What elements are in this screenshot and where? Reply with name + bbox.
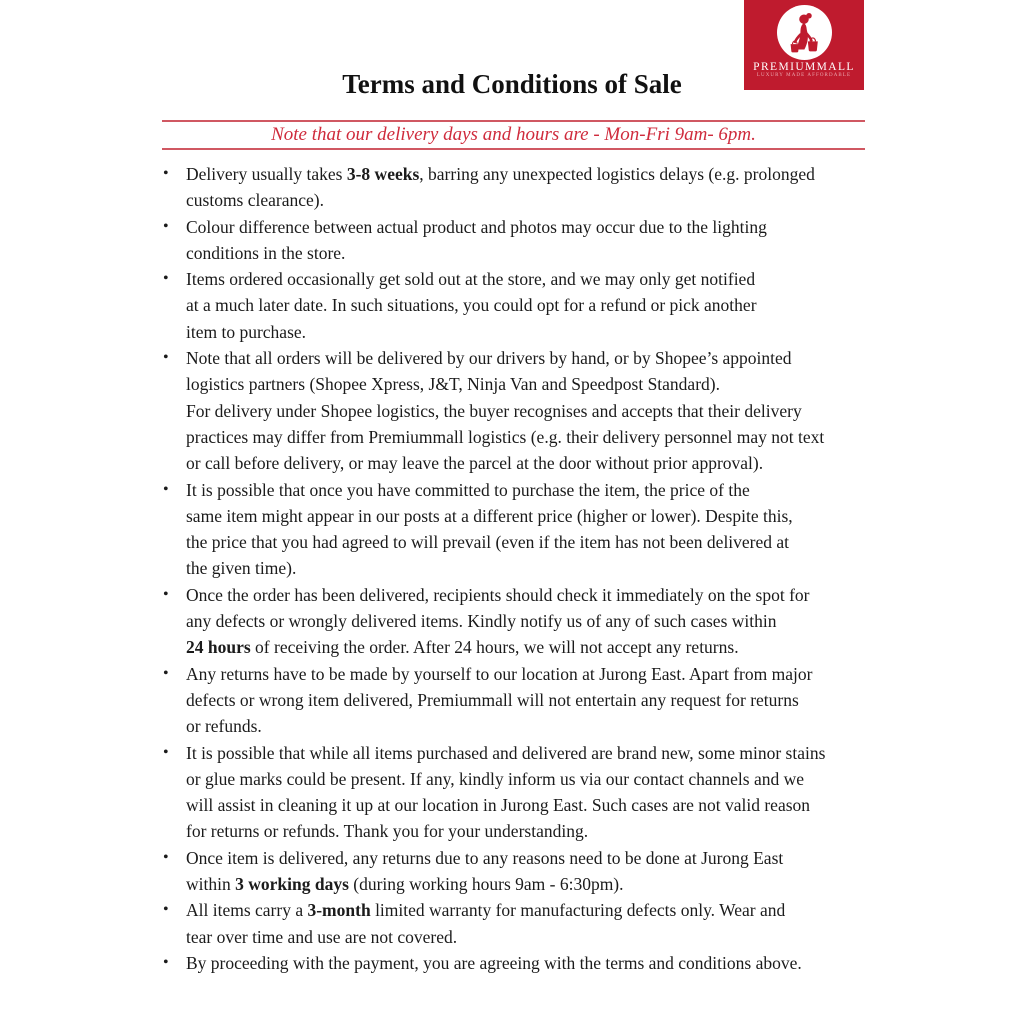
bullet-marker: • — [163, 743, 169, 761]
term-item — [162, 845, 868, 898]
term-item — [162, 897, 868, 950]
terms-list — [162, 161, 868, 976]
term-text: All items carry a 3-month limited warranty for manufacturing defects only. Wear and tear over time and use are not covered. — [186, 900, 786, 947]
bullet-marker: • — [163, 217, 169, 235]
term-item — [162, 582, 868, 661]
delivery-note-band — [162, 120, 865, 150]
term-text: It is possible that once you have committed to purchase the item, the price of the same item might appear in our posts at a different price (higher or lower). Despite this, the price that you had agreed to will prevail (even if the item has not been delivered at the given time). — [186, 479, 793, 579]
term-text: Colour difference between actual product and photos may occur due to the lighting conditions in the store. — [186, 216, 767, 263]
term-text: Any returns have to be made by yourself to our location at Jurong East. Apart from major defects or wrong item delivered, Premiummall will not entertain any request for returns or refunds. — [186, 663, 813, 737]
term-item — [162, 661, 868, 740]
term-text: Delivery usually takes 3-8 weeks, barring any unexpected logistics delays (e.g. prolonged customs clearance). — [186, 164, 815, 211]
bullet-marker: • — [163, 270, 169, 288]
bullet-marker: • — [163, 480, 169, 498]
term-text: Items ordered occasionally get sold out at the store, and we may only get notified at a much later date. In such situations, you could opt for a refund or pick another item to purchase. — [186, 269, 757, 342]
bullet-marker: • — [163, 901, 169, 919]
logo-circle — [777, 5, 832, 60]
bullet-marker: • — [163, 848, 169, 866]
term-item — [162, 740, 868, 845]
term-text: Note that all orders will be delivered by our drivers by hand, or by Shopee’s appointed logistics partners (Shopee Xpress, J&T, Ninja Van and Speedpost Standard). For delivery under Shopee logistics, the buyer recognises and accepts that their delivery practices may differ from Premiummall logistics (e.g. their delivery personnel may not text or call before delivery, or may leave the parcel at the door without prior approval). — [186, 348, 825, 474]
term-text: Once item is delivered, any returns due to any reasons need to be done at Jurong East within 3 working days (during working hours 9am - 6:30pm). — [186, 847, 784, 895]
bullet-marker: • — [163, 585, 169, 603]
logo-brand-name: PREMIUMMALL — [753, 61, 855, 73]
term-item — [162, 477, 868, 582]
bullet-marker: • — [163, 953, 169, 971]
term-item — [162, 345, 868, 476]
term-item — [162, 950, 868, 976]
term-text: By proceeding with the payment, you are agreeing with the terms and conditions above. — [186, 952, 802, 973]
logo-tagline: LUXURY MADE AFFORDABLE — [756, 73, 852, 78]
bullet-marker: • — [163, 349, 169, 367]
term-item — [162, 266, 868, 345]
delivery-note-text: Note that our delivery days and hours are - Mon-Fri 9am- 6pm. — [271, 124, 756, 145]
bullet-marker: • — [163, 165, 169, 182]
bullet-marker: • — [163, 664, 169, 682]
woman-with-shopping-bags-icon — [781, 10, 827, 56]
term-text: Once the order has been delivered, recipients should check it immediately on the spot for any defects or wrongly delivered items. Kindly notify us of any of such cases within 24 hours of receiving the order. After 24 hours, we will not accept any returns. — [186, 584, 810, 658]
term-item — [162, 214, 868, 267]
term-text: It is possible that while all items purchased and delivered are brand new, some minor stains or glue marks could be present. If any, kindly inform us via our contact channels and we will assist in cleaning it up at our location in Jurong East. Such cases are not valid reason for returns or refunds. Thank you for your understanding. — [186, 742, 826, 842]
page-title: Terms and Conditions of Sale — [342, 69, 682, 99]
term-item — [162, 161, 868, 214]
